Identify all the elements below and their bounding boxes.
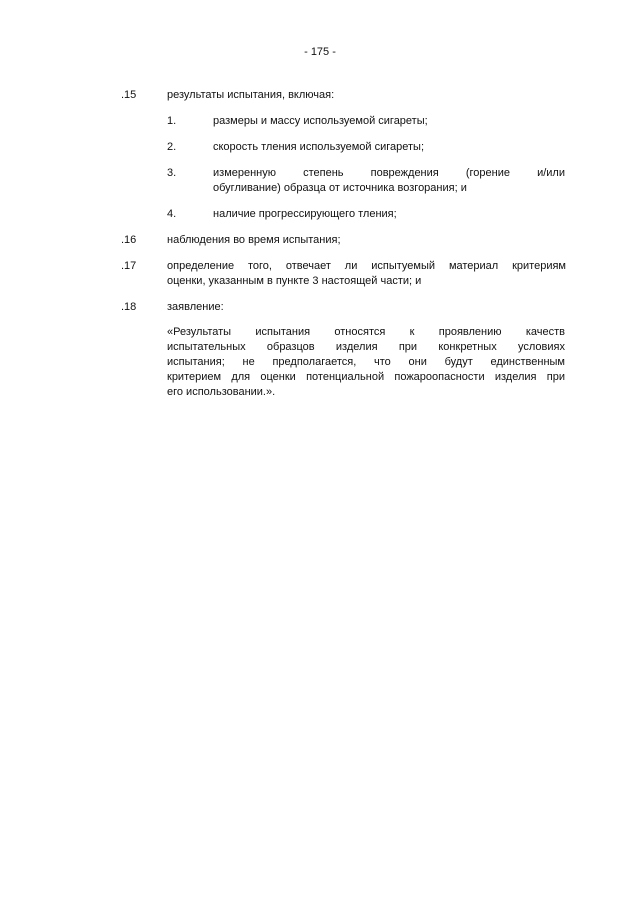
text-line: «Результаты испытания относятся к проявлению качеств (167, 326, 565, 338)
statement-quote (167, 325, 565, 400)
sub-item-number: 1. (167, 115, 177, 127)
item-number: .16 (121, 234, 137, 246)
page-number: - 175 - (304, 46, 336, 58)
text-line: оценки, указанным в пункте 3 настоящей части; и (167, 275, 422, 287)
item-text: наблюдения во время испытания; (167, 234, 341, 246)
sub-item-number: 3. (167, 167, 177, 179)
sub-item-text (213, 166, 565, 196)
sub-item-number: 4. (167, 208, 177, 220)
sub-item-text: размеры и массу используемой сигареты; (213, 115, 428, 127)
text-line: испытания; не предполагается, что они будут единственным (167, 356, 565, 368)
item-text (167, 259, 566, 289)
text-line: испытательных образцов изделия при конкретных условиях (167, 341, 565, 353)
item-number: .18 (121, 301, 137, 313)
item-text: заявление: (167, 301, 224, 313)
sub-item-text: скорость тления используемой сигареты; (213, 141, 425, 153)
text-line: критерием для оценки потенциальной пожароопасности изделия при (167, 371, 565, 383)
sub-item-number: 2. (167, 141, 177, 153)
text-line: обугливание) образца от источника возгорания; и (213, 182, 467, 194)
item-number: .15 (121, 89, 137, 101)
item-number: .17 (121, 260, 137, 272)
sub-item-text: наличие прогрессирующего тления; (213, 208, 397, 220)
text-line: измеренную степень повреждения (горение и/или (213, 167, 565, 179)
text-line: его использовании.». (167, 386, 276, 398)
text-line: определение того, отвечает ли испытуемый материал критериям (167, 260, 566, 272)
item-text: результаты испытания, включая: (167, 89, 335, 101)
